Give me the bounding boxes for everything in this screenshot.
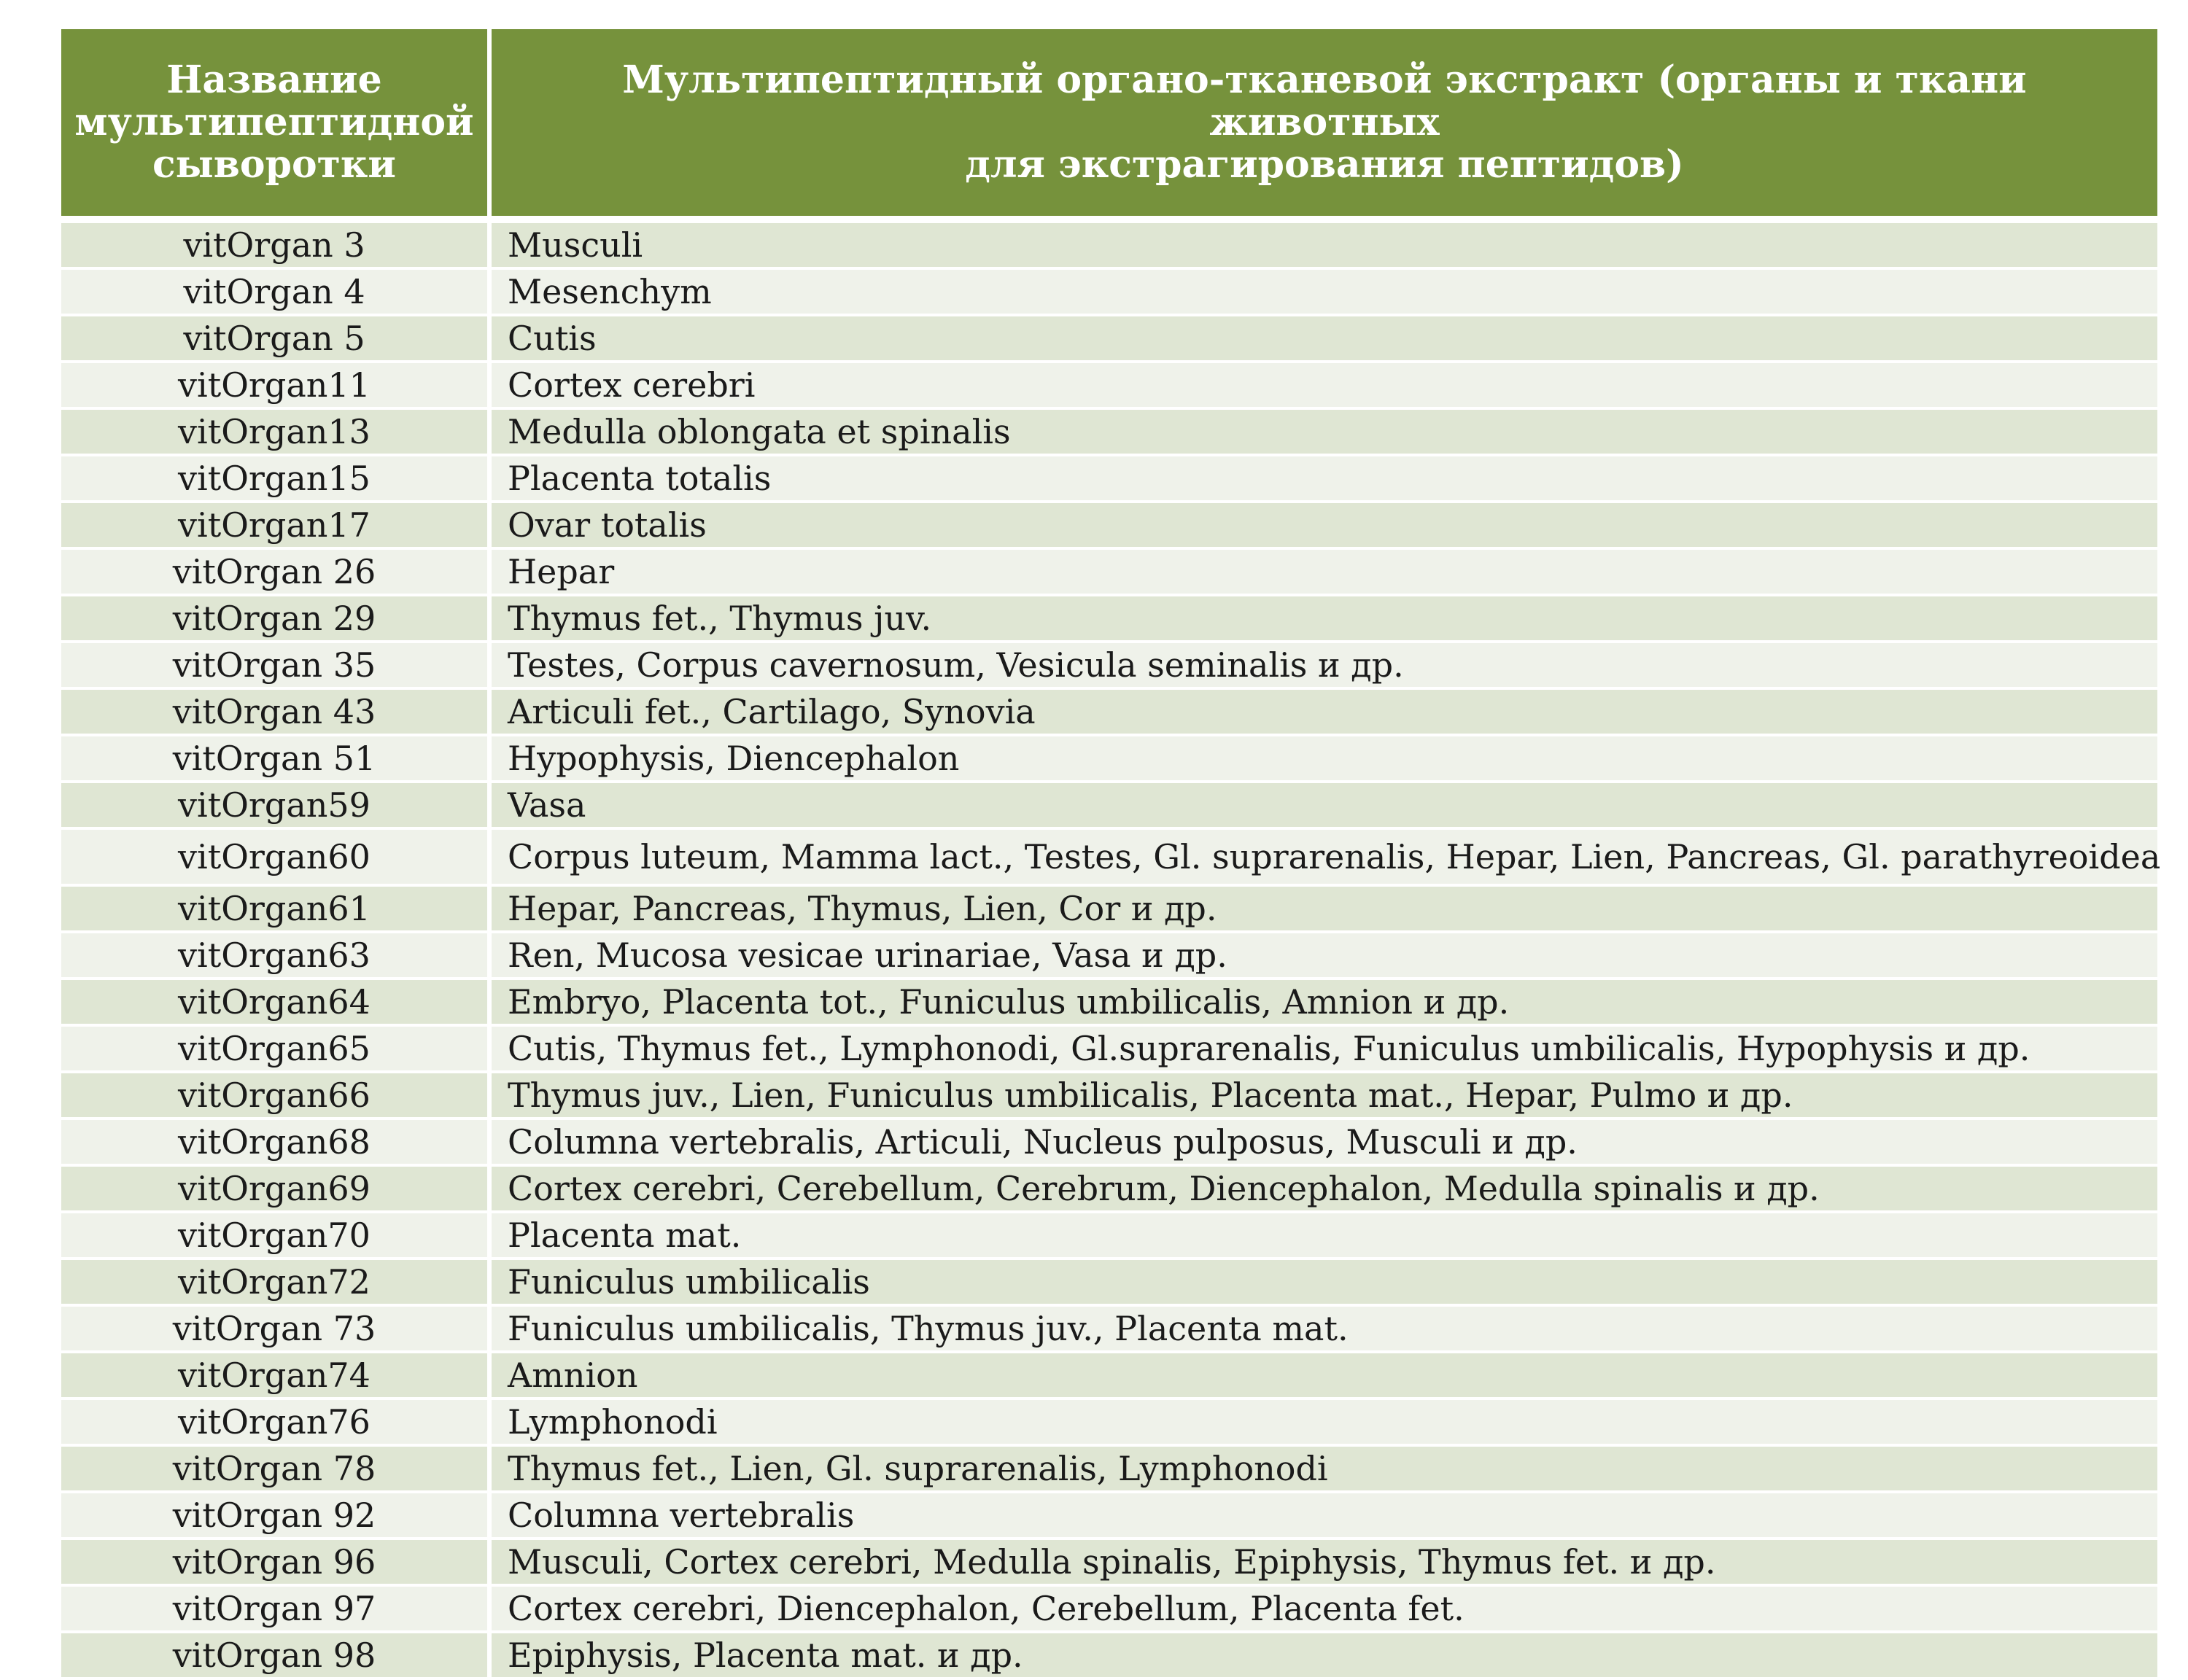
- table-header-row: [61, 29, 2157, 223]
- table-row: [61, 1447, 2157, 1493]
- header-extract: Мультипептидный органо-тканевой экстракт (органы и ткани животных для экстрагирования пептидов): [622, 58, 2027, 187]
- table-row: [61, 830, 2161, 887]
- extract-cell: Cutis, Thymus fet., Lymphonodi, Gl.suprarenalis, Funiculus umbilicalis, Hypophysis и др.: [508, 1029, 2030, 1068]
- extract-cell: Funiculus umbilicalis, Thymus juv., Placenta mat.: [508, 1309, 1349, 1348]
- extract-cell: Funiculus umbilicalis: [508, 1262, 870, 1302]
- serum-name-cell: vitOrgan 3: [61, 223, 492, 267]
- serum-name-cell: vitOrgan 98: [61, 1633, 492, 1677]
- serum-name-cell: vitOrgan70: [61, 1213, 492, 1257]
- serum-name-cell: vitOrgan13: [61, 410, 492, 454]
- table-row: [61, 596, 2157, 643]
- serum-name-cell: vitOrgan74: [61, 1353, 492, 1397]
- extract-cell: Thymus juv., Lien, Funiculus umbilicalis, Placenta mat., Hepar, Pulmo и др.: [508, 1076, 1793, 1115]
- extract-cell: Testes, Corpus cavernosum, Vesicula seminalis и др.: [508, 645, 1404, 685]
- serum-name-cell: vitOrgan69: [61, 1167, 492, 1210]
- table-row: [61, 1307, 2157, 1353]
- serum-table: [61, 29, 2161, 1680]
- extract-cell: Ovar totalis: [508, 505, 707, 545]
- table-row: [61, 643, 2157, 690]
- extract-cell: Thymus fet., Thymus juv.: [508, 599, 932, 638]
- table-row: [61, 1587, 2157, 1633]
- serum-name-cell: vitOrgan 4: [61, 270, 492, 314]
- table-row: [61, 1073, 2157, 1120]
- serum-name-cell: vitOrgan 29: [61, 596, 492, 640]
- extract-cell: Epiphysis, Placenta mat. и др.: [508, 1636, 1023, 1675]
- serum-name-cell: vitOrgan 78: [61, 1447, 492, 1490]
- extract-cell: Musculi, Cortex cerebri, Medulla spinalis, Epiphysis, Thymus fet. и др.: [508, 1542, 1716, 1582]
- extract-cell: Hypophysis, Diencephalon: [508, 739, 960, 778]
- serum-name-cell: vitOrgan64: [61, 980, 492, 1024]
- serum-name-cell: vitOrgan 51: [61, 736, 492, 780]
- extract-cell: Musculi: [508, 225, 643, 265]
- extract-cell: Placenta mat.: [508, 1216, 742, 1255]
- serum-name-cell: vitOrgan 5: [61, 316, 492, 360]
- serum-name-cell: vitOrgan68: [61, 1120, 492, 1164]
- serum-name-cell: vitOrgan 35: [61, 643, 492, 687]
- table-row: [61, 1353, 2157, 1400]
- extract-cell: Hepar: [508, 552, 615, 591]
- header-serum-name: Название мультипептидной сыворотки: [61, 29, 492, 216]
- extract-cell: Mesenchym: [508, 272, 712, 311]
- serum-name-cell: vitOrgan76: [61, 1400, 492, 1444]
- extract-cell: Articuli fet., Cartilago, Synovia: [508, 692, 1036, 731]
- table-row: [61, 270, 2157, 316]
- serum-name-cell: vitOrgan 26: [61, 550, 492, 594]
- serum-name-cell: vitOrgan 92: [61, 1493, 492, 1537]
- table-row: [61, 456, 2157, 503]
- serum-name-cell: vitOrgan 73: [61, 1307, 492, 1350]
- table-row: [61, 980, 2157, 1027]
- extract-cell: Columna vertebralis, Articuli, Nucleus pulposus, Musculi и др.: [508, 1122, 1578, 1162]
- table-row: [61, 1167, 2157, 1213]
- extract-cell: Medulla oblongata et spinalis: [508, 412, 1011, 451]
- table-row: [61, 1493, 2157, 1540]
- serum-name-cell: vitOrgan11: [61, 363, 492, 407]
- table-row: [61, 550, 2157, 596]
- table-row: [61, 1540, 2157, 1587]
- extract-cell: Corpus luteum, Mamma lact., Testes, Gl. suprarenalis, Hepar, Lien, Pancreas, Gl. parathyreoidea: [508, 837, 2161, 876]
- extract-cell: Cortex cerebri: [508, 365, 756, 405]
- serum-name-cell: vitOrgan66: [61, 1073, 492, 1117]
- serum-name-cell: vitOrgan 96: [61, 1540, 492, 1584]
- serum-name-cell: vitOrgan60: [61, 830, 492, 884]
- extract-cell: Hepar, Pancreas, Thymus, Lien, Cor и др.: [508, 889, 1217, 928]
- extract-cell: Amnion: [508, 1356, 638, 1395]
- serum-name-cell: vitOrgan72: [61, 1260, 492, 1304]
- table-row: [61, 1027, 2157, 1073]
- table-row: [61, 887, 2157, 933]
- table-row: [61, 223, 2157, 270]
- extract-cell: Cortex cerebri, Diencephalon, Cerebellum, Placenta fet.: [508, 1589, 1465, 1628]
- table-row: [61, 783, 2157, 830]
- table-row: [61, 1400, 2157, 1447]
- extract-cell: Placenta totalis: [508, 459, 772, 498]
- serum-name-cell: vitOrgan59: [61, 783, 492, 827]
- extract-cell: Cortex cerebri, Cerebellum, Cerebrum, Diencephalon, Medulla spinalis и др.: [508, 1169, 1820, 1208]
- table-row: [61, 1213, 2157, 1260]
- serum-name-cell: vitOrgan65: [61, 1027, 492, 1070]
- serum-name-cell: vitOrgan61: [61, 887, 492, 930]
- serum-name-cell: vitOrgan 43: [61, 690, 492, 734]
- serum-name-cell: vitOrgan 97: [61, 1587, 492, 1630]
- extract-cell: Thymus fet., Lien, Gl. suprarenalis, Lymphonodi: [508, 1449, 1328, 1488]
- extract-cell: Columna vertebralis: [508, 1496, 855, 1535]
- table-row: [61, 503, 2157, 550]
- serum-name-cell: vitOrgan15: [61, 456, 492, 500]
- serum-name-cell: vitOrgan17: [61, 503, 492, 547]
- extract-cell: Embryo, Placenta tot., Funiculus umbilicalis, Amnion и др.: [508, 982, 1510, 1022]
- table-row: [61, 1260, 2157, 1307]
- table-body: [61, 223, 2161, 1680]
- table-row: [61, 933, 2157, 980]
- extract-cell: Lymphonodi: [508, 1402, 718, 1442]
- table-row: [61, 316, 2157, 363]
- extract-cell: Vasa: [508, 785, 586, 825]
- extract-cell: Cutis: [508, 319, 597, 358]
- serum-name-cell: vitOrgan63: [61, 933, 492, 977]
- table-row: [61, 690, 2157, 736]
- extract-cell: Ren, Mucosa vesicae urinariae, Vasa и др.: [508, 936, 1227, 975]
- table-row: [61, 410, 2157, 456]
- table-row: [61, 1120, 2157, 1167]
- table-row: [61, 363, 2157, 410]
- table-row: [61, 736, 2157, 783]
